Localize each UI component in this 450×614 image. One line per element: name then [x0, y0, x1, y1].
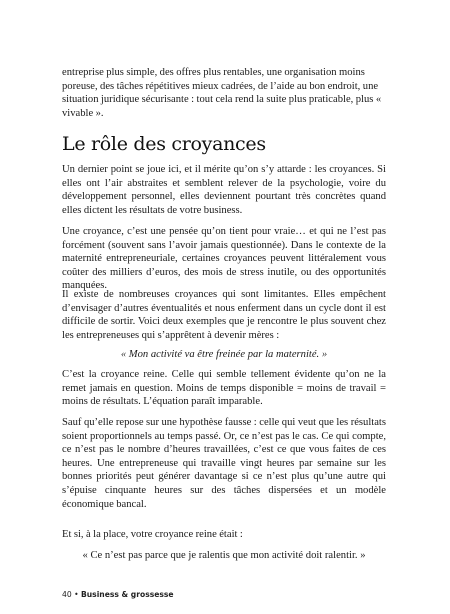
paragraph-reigning-belief: [62, 368, 386, 409]
paragraph-intro-continuation: [62, 66, 386, 120]
footer-separator: •: [71, 590, 81, 599]
paragraph-text: entreprise plus simple, des offres plus rentables, une organisation moins poreuse, des tâches répétitives mieux cadrées, de l’aide au bon endroit, une situation juridique sécurisante : tout cela rend la suite plus praticable, plus « vivable ».: [62, 67, 382, 119]
paragraph-false-hypothesis: [62, 416, 386, 511]
quote-limiting-belief: « Mon activité va être freinée par la maternité. »: [120, 349, 328, 360]
paragraph-limiting-beliefs: [62, 288, 386, 342]
paragraph-text: Et si, à la place, votre croyance reine était :: [62, 529, 243, 540]
paragraph-beliefs-intro: [62, 163, 386, 217]
section-heading: Le rôle des croyances: [62, 133, 266, 155]
paragraph-text: Un dernier point se joue ici, et il mérite qu’on s’y attarde : les croyances. Si elles ont l’air abstraites et semblent relever de la psychologie, voire du développement personnel, elles deviennent pourtant très concrètes quand elles dictent les résultats de votre business.: [62, 164, 386, 216]
paragraph-text: Sauf qu’elle repose sur une hypothèse fausse : celle qui veut que les résultats soient proportionnels au temps passé. Or, ce n’est pas le cas. Ce qui compte, ce n’est pas le nombre d’heures travaillées, c’est ce que vous faites de ces heures. Une entrepreneuse qui travaille vingt heures par semaine sur les bonnes priorités peut générer davantage si ce n’est plus qu’une autre qui s’épuise cinquante heures sur des tâches dispersées et un modèle économique bancal.: [62, 417, 386, 510]
page-footer: [62, 590, 174, 600]
quote-new-belief: « Ce n’est pas parce que je ralentis que mon activité doit ralentir. »: [82, 550, 366, 561]
paragraph-alternative-belief: [62, 528, 386, 542]
book-title: Business & grossesse: [80, 590, 174, 599]
page-number: 40: [62, 590, 72, 599]
paragraph-text: C’est la croyance reine. Celle qui semble tellement évidente qu’on ne la remet jamais en question. Moins de temps disponible = moins de travail = moins de résultats. L’équation paraît imparable.: [62, 369, 386, 408]
paragraph-text: Une croyance, c’est une pensée qu’on tient pour vraie… et qui ne l’est pas forcément (souvent sans l’avoir jamais questionnée). Dans le contexte de la maternité entrepreneuriale, certaines croyances peuvent littéralement vous coûter des milliers d’euros, des mois de stress inutile, ou des opportunités manquées.: [62, 226, 386, 292]
paragraph-belief-definition: [62, 225, 386, 293]
paragraph-text: Il existe de nombreuses croyances qui sont limitantes. Elles empêchent d’envisager d’autres éventualités et nous enferment dans un cycle dont il est difficile de sortir. Voici deux exemples que je rencontre le plus souvent chez les entrepreneuses qui s’apprêtent à devenir mères :: [62, 289, 386, 341]
